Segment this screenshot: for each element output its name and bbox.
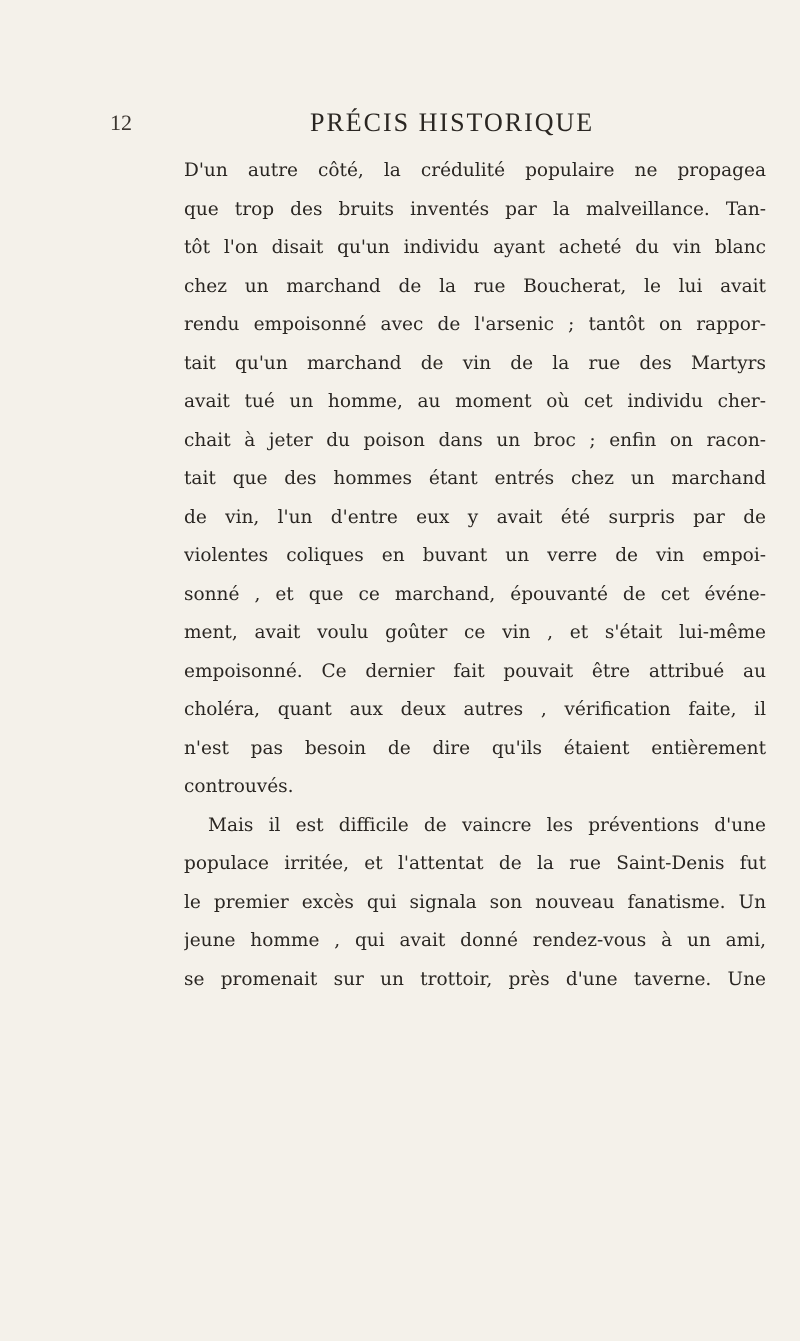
text-line: le premier excès qui signala son nouveau fanatisme. Un [184, 891, 766, 913]
text-line: sonné , et que ce marchand, épouvanté de cet événe- [184, 583, 766, 605]
text-line: empoisonné. Ce dernier fait pouvait être attribué au [184, 660, 766, 682]
text-line: chez un marchand de la rue Boucherat, le lui avait [184, 275, 766, 297]
text-line: se promenait sur un trottoir, près d'une taverne. Une [184, 968, 766, 990]
text-line: choléra, quant aux deux autres , vérification faite, il [184, 699, 766, 720]
text-line: controuvés. [184, 776, 294, 797]
text-line: chait à jeter du poison dans un broc ; enfin on racon- [184, 429, 766, 451]
text-line: tait que des hommes étant entrés chez un marchand [184, 468, 766, 489]
body-text [184, 152, 766, 999]
page-number: 12 [110, 110, 132, 135]
text-line: que trop des bruits inventés par la malveillance. Tan- [184, 198, 766, 220]
text-line: violentes coliques en buvant un verre de vin empoi- [184, 545, 766, 566]
text-line: ment, avait voulu goûter ce vin , et s'était lui-même [184, 622, 766, 643]
text-line: jeune homme , qui avait donné rendez-vous à un ami, [184, 930, 766, 951]
page-header [110, 108, 710, 148]
text-line: rendu empoisonné avec de l'arsenic ; tantôt on rappor- [184, 314, 766, 335]
text-line: n'est pas besoin de dire qu'ils étaient entièrement [184, 737, 766, 759]
text-line: populace irritée, et l'attentat de la rue Saint-Denis fut [184, 853, 766, 874]
text-line: D'un autre côté, la crédulité populaire ne propagea [184, 160, 766, 181]
text-line: tait qu'un marchand de vin de la rue des Martyrs [184, 352, 766, 374]
text-line: tôt l'on disait qu'un individu ayant acheté du vin blanc [184, 237, 766, 258]
text-line: Mais il est difficile de vaincre les préventions d'une [208, 814, 766, 836]
running-title: PRÉCIS HISTORIQUE [310, 108, 595, 137]
text-line: de vin, l'un d'entre eux y avait été surpris par de [184, 506, 766, 528]
text-line: avait tué un homme, au moment où cet individu cher- [184, 391, 766, 412]
